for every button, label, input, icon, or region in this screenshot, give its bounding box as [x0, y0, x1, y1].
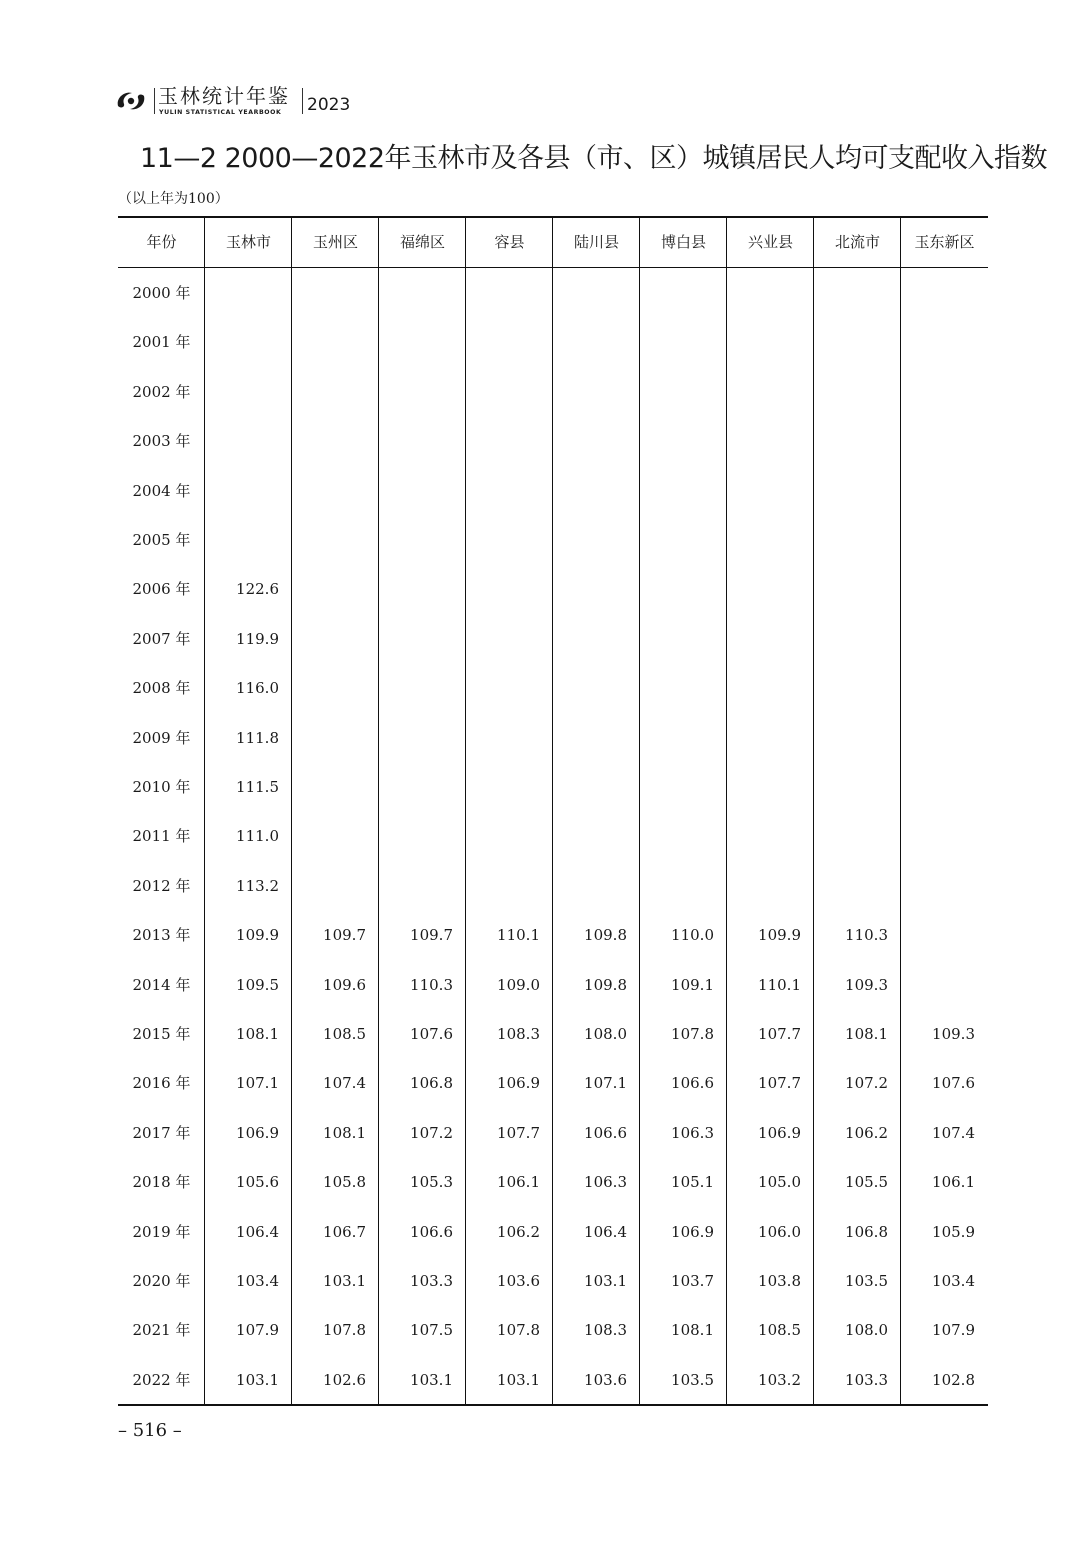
value-cell: 107.8	[323, 1321, 366, 1340]
value-cell	[814, 467, 888, 516]
value-cell: 109.0	[497, 975, 540, 994]
value-cell	[553, 417, 627, 466]
value-cell: 108.3	[497, 1025, 540, 1043]
value-cell: 107.7	[497, 1123, 540, 1142]
value-cell	[379, 714, 453, 763]
year-cell: 2014 年	[132, 975, 191, 994]
value-cell	[379, 664, 453, 713]
value-cell	[814, 565, 888, 614]
table-row	[118, 1158, 988, 1207]
value-cell: 108.3	[584, 1321, 627, 1340]
value-cell: 103.7	[671, 1272, 714, 1290]
value-cell: 103.1	[497, 1370, 540, 1389]
value-cell: 110.0	[671, 926, 714, 945]
value-cell	[466, 664, 540, 713]
value-cell: 105.1	[671, 1173, 714, 1192]
value-cell: 106.6	[584, 1123, 627, 1142]
table-row	[118, 763, 988, 812]
value-cell	[640, 417, 714, 466]
value-cell: 109.9	[236, 926, 279, 945]
value-cell	[466, 565, 540, 614]
value-cell: 103.1	[410, 1370, 453, 1389]
unit-note: （以上年为100）	[118, 191, 229, 207]
value-cell	[640, 467, 714, 516]
value-cell	[553, 269, 627, 318]
value-cell	[814, 269, 888, 318]
value-cell: 110.1	[497, 926, 540, 945]
value-cell: 116.0	[236, 679, 279, 698]
value-cell: 106.9	[236, 1123, 279, 1142]
column-header: 玉州区	[312, 233, 358, 251]
year-cell: 2010 年	[132, 778, 191, 796]
value-cell: 107.9	[236, 1321, 279, 1340]
column-header: 年份	[146, 233, 177, 251]
value-cell: 106.6	[671, 1074, 714, 1093]
table-row	[118, 565, 988, 614]
table-row	[118, 961, 988, 1010]
value-cell	[727, 318, 801, 367]
value-cell: 110.1	[758, 975, 801, 994]
value-cell	[640, 714, 714, 763]
column-divider	[900, 218, 901, 1404]
value-cell: 103.4	[932, 1272, 975, 1290]
year-cell: 2013 年	[132, 926, 191, 945]
column-divider	[639, 218, 640, 1404]
value-cell	[292, 417, 366, 466]
value-cell: 103.8	[758, 1272, 801, 1290]
value-cell	[292, 516, 366, 565]
value-cell	[379, 565, 453, 614]
value-cell	[292, 664, 366, 713]
table-row	[118, 615, 988, 664]
value-cell	[901, 565, 975, 614]
value-cell	[814, 368, 888, 417]
value-cell: 109.7	[323, 926, 366, 945]
value-cell	[814, 812, 888, 861]
value-cell: 107.4	[323, 1074, 366, 1093]
value-cell	[466, 417, 540, 466]
value-cell	[727, 467, 801, 516]
value-cell: 103.3	[845, 1370, 888, 1389]
value-cell	[379, 516, 453, 565]
year-cell: 2001 年	[132, 333, 191, 352]
year-cell: 2015 年	[132, 1025, 191, 1043]
value-cell	[814, 417, 888, 466]
value-cell: 110.3	[845, 926, 888, 945]
column-divider	[726, 218, 727, 1404]
value-cell: 106.6	[410, 1222, 453, 1241]
value-cell	[640, 565, 714, 614]
value-cell	[727, 516, 801, 565]
value-cell	[553, 318, 627, 367]
value-cell: 119.9	[236, 629, 279, 648]
value-cell	[292, 615, 366, 664]
value-cell	[553, 516, 627, 565]
value-cell	[292, 763, 366, 812]
year-cell: 2018 年	[132, 1173, 191, 1192]
value-cell: 106.9	[671, 1222, 714, 1241]
value-cell: 109.8	[584, 975, 627, 994]
header-divider	[154, 88, 155, 114]
value-cell: 106.7	[323, 1222, 366, 1241]
table-row	[118, 862, 988, 911]
value-cell: 106.1	[497, 1173, 540, 1192]
value-cell	[466, 763, 540, 812]
value-cell: 106.8	[845, 1222, 888, 1241]
value-cell: 108.1	[671, 1321, 714, 1340]
value-cell	[640, 318, 714, 367]
value-cell	[553, 615, 627, 664]
year-cell: 2019 年	[132, 1222, 191, 1241]
value-cell: 105.3	[410, 1173, 453, 1192]
value-cell	[814, 714, 888, 763]
value-cell	[814, 664, 888, 713]
value-cell: 108.1	[845, 1025, 888, 1043]
year-cell: 2021 年	[132, 1321, 191, 1340]
value-cell	[292, 368, 366, 417]
value-cell	[292, 812, 366, 861]
value-cell: 107.7	[758, 1025, 801, 1043]
value-cell	[640, 516, 714, 565]
value-cell: 106.0	[758, 1222, 801, 1241]
value-cell	[901, 961, 975, 1010]
value-cell: 107.2	[410, 1123, 453, 1142]
table-row	[118, 1208, 988, 1257]
value-cell	[379, 368, 453, 417]
value-cell	[553, 714, 627, 763]
value-cell	[901, 417, 975, 466]
value-cell	[205, 467, 279, 516]
value-cell: 106.2	[845, 1123, 888, 1142]
value-cell	[292, 269, 366, 318]
value-cell	[466, 862, 540, 911]
value-cell: 102.8	[932, 1370, 975, 1389]
year-cell: 2006 年	[132, 580, 191, 599]
value-cell	[814, 763, 888, 812]
value-cell	[553, 368, 627, 417]
value-cell: 103.6	[584, 1370, 627, 1389]
value-cell: 105.8	[323, 1173, 366, 1192]
value-cell	[292, 318, 366, 367]
value-cell	[205, 417, 279, 466]
value-cell: 107.6	[410, 1025, 453, 1043]
value-cell	[466, 318, 540, 367]
value-cell: 106.1	[932, 1173, 975, 1192]
column-divider	[291, 218, 292, 1404]
table-row	[118, 1010, 988, 1059]
value-cell: 113.2	[236, 876, 279, 895]
value-cell: 107.1	[584, 1074, 627, 1093]
value-cell	[553, 812, 627, 861]
value-cell	[640, 368, 714, 417]
header-divider	[302, 88, 303, 114]
value-cell: 110.3	[410, 975, 453, 994]
value-cell: 105.6	[236, 1173, 279, 1192]
value-cell	[640, 615, 714, 664]
value-cell: 109.3	[845, 975, 888, 994]
value-cell	[379, 417, 453, 466]
year-cell: 2000 年	[132, 284, 191, 302]
value-cell: 106.3	[671, 1123, 714, 1142]
value-cell: 108.1	[236, 1025, 279, 1043]
value-cell	[205, 318, 279, 367]
value-cell	[379, 862, 453, 911]
value-cell	[379, 615, 453, 664]
table-row	[118, 318, 988, 367]
table-row	[118, 664, 988, 713]
table-row	[118, 368, 988, 417]
value-cell: 108.5	[323, 1025, 366, 1043]
value-cell: 108.0	[584, 1025, 627, 1043]
value-cell	[901, 467, 975, 516]
table-row	[118, 516, 988, 565]
value-cell	[901, 911, 975, 960]
value-cell	[466, 368, 540, 417]
table-row	[118, 467, 988, 516]
value-cell: 109.6	[323, 975, 366, 994]
value-cell	[901, 368, 975, 417]
value-cell	[901, 615, 975, 664]
table-row	[118, 417, 988, 466]
value-cell	[379, 763, 453, 812]
value-cell	[466, 812, 540, 861]
value-cell: 109.9	[758, 926, 801, 945]
value-cell: 103.6	[497, 1272, 540, 1290]
column-divider	[378, 218, 379, 1404]
value-cell	[379, 269, 453, 318]
table-row	[118, 1059, 988, 1108]
value-cell	[466, 615, 540, 664]
value-cell	[901, 862, 975, 911]
value-cell	[553, 862, 627, 911]
value-cell: 103.1	[236, 1370, 279, 1389]
value-cell: 103.4	[236, 1272, 279, 1290]
value-cell	[553, 467, 627, 516]
value-cell	[727, 714, 801, 763]
value-cell: 107.6	[932, 1074, 975, 1093]
value-cell: 105.5	[845, 1173, 888, 1192]
value-cell	[292, 565, 366, 614]
value-cell: 107.8	[497, 1321, 540, 1340]
value-cell: 107.5	[410, 1321, 453, 1340]
column-header: 玉林市	[225, 233, 271, 251]
value-cell	[553, 664, 627, 713]
value-cell	[814, 615, 888, 664]
value-cell: 108.1	[323, 1123, 366, 1142]
value-cell: 109.1	[671, 975, 714, 994]
year-cell: 2016 年	[132, 1074, 191, 1093]
value-cell: 111.5	[236, 778, 279, 796]
value-cell	[292, 862, 366, 911]
value-cell: 111.0	[236, 827, 279, 846]
value-cell	[292, 714, 366, 763]
value-cell	[901, 812, 975, 861]
table-row	[118, 269, 988, 318]
value-cell: 109.3	[932, 1025, 975, 1043]
value-cell: 103.3	[410, 1272, 453, 1290]
year-cell: 2012 年	[132, 876, 191, 895]
table-row	[118, 1356, 988, 1405]
value-cell: 107.1	[236, 1074, 279, 1093]
value-cell: 109.5	[236, 975, 279, 994]
page-number: – 516 –	[118, 1420, 182, 1441]
value-cell: 103.5	[845, 1272, 888, 1290]
value-cell	[727, 812, 801, 861]
yearbook-logo-icon	[114, 88, 148, 114]
value-cell	[727, 565, 801, 614]
value-cell	[466, 516, 540, 565]
year-cell: 2017 年	[132, 1123, 191, 1142]
column-divider	[552, 218, 553, 1404]
table-row	[118, 1306, 988, 1355]
value-cell	[727, 763, 801, 812]
value-cell: 102.6	[323, 1370, 366, 1389]
value-cell	[379, 467, 453, 516]
value-cell: 103.5	[671, 1370, 714, 1389]
value-cell	[727, 664, 801, 713]
value-cell: 106.3	[584, 1173, 627, 1192]
value-cell: 107.8	[671, 1025, 714, 1043]
value-cell: 106.9	[758, 1123, 801, 1142]
value-cell: 109.7	[410, 926, 453, 945]
yearbook-title-cn: 玉林统计年鉴	[158, 84, 290, 108]
column-header: 兴业县	[747, 233, 793, 251]
value-cell	[640, 763, 714, 812]
year-cell: 2002 年	[132, 382, 191, 401]
value-cell	[466, 714, 540, 763]
column-header: 玉东新区	[914, 233, 975, 251]
value-cell: 108.5	[758, 1321, 801, 1340]
value-cell	[205, 368, 279, 417]
value-cell	[901, 714, 975, 763]
value-cell	[727, 269, 801, 318]
value-cell	[640, 664, 714, 713]
value-cell	[553, 763, 627, 812]
value-cell	[814, 862, 888, 911]
column-divider	[465, 218, 466, 1404]
value-cell	[640, 269, 714, 318]
value-cell: 106.4	[236, 1222, 279, 1241]
value-cell: 106.8	[410, 1074, 453, 1093]
value-cell	[901, 516, 975, 565]
table-row	[118, 1257, 988, 1306]
value-cell: 111.8	[236, 728, 279, 747]
value-cell: 106.9	[497, 1074, 540, 1093]
column-header: 博白县	[660, 233, 706, 251]
value-cell	[205, 516, 279, 565]
value-cell	[640, 812, 714, 861]
year-cell: 2007 年	[132, 629, 191, 648]
value-cell	[901, 269, 975, 318]
value-cell	[814, 318, 888, 367]
value-cell	[814, 516, 888, 565]
value-cell: 103.1	[584, 1272, 627, 1290]
column-header: 陆川县	[573, 233, 619, 251]
value-cell	[901, 664, 975, 713]
value-cell	[901, 763, 975, 812]
table-row	[118, 812, 988, 861]
year-cell: 2020 年	[132, 1272, 191, 1290]
table-header-rule	[118, 267, 988, 268]
value-cell	[727, 862, 801, 911]
year-cell: 2022 年	[132, 1370, 191, 1389]
value-cell: 105.9	[932, 1222, 975, 1241]
value-cell	[466, 467, 540, 516]
value-cell	[466, 269, 540, 318]
value-cell: 107.4	[932, 1123, 975, 1142]
value-cell: 107.9	[932, 1321, 975, 1340]
value-cell: 106.4	[584, 1222, 627, 1241]
page-header	[114, 84, 374, 120]
value-cell	[205, 269, 279, 318]
yearbook-title-en: YULIN STATISTICAL YEARBOOK	[159, 109, 282, 116]
table-row	[118, 911, 988, 960]
value-cell: 106.2	[497, 1222, 540, 1241]
value-cell	[727, 417, 801, 466]
value-cell: 105.0	[758, 1173, 801, 1192]
value-cell	[553, 565, 627, 614]
column-divider	[204, 218, 205, 1404]
value-cell: 122.6	[236, 580, 279, 599]
value-cell	[640, 862, 714, 911]
table-title: 11—2 2000—2022年玉林市及各县（市、区）城镇居民人均可支配收入指数	[140, 143, 1048, 174]
year-cell: 2008 年	[132, 679, 191, 698]
table-row	[118, 1109, 988, 1158]
value-cell: 109.8	[584, 926, 627, 945]
value-cell	[379, 318, 453, 367]
value-cell: 103.2	[758, 1370, 801, 1389]
value-cell: 107.7	[758, 1074, 801, 1093]
column-header: 福绵区	[399, 233, 445, 251]
year-cell: 2005 年	[132, 531, 191, 549]
value-cell	[901, 318, 975, 367]
year-cell: 2011 年	[132, 827, 191, 846]
yearbook-year: 2023	[307, 95, 351, 115]
value-cell	[379, 812, 453, 861]
value-cell: 108.0	[845, 1321, 888, 1340]
value-cell	[727, 615, 801, 664]
table-row	[118, 714, 988, 763]
column-header: 容县	[494, 233, 525, 251]
year-cell: 2003 年	[132, 432, 191, 451]
year-cell: 2009 年	[132, 728, 191, 747]
value-cell: 107.2	[845, 1074, 888, 1093]
column-divider	[813, 218, 814, 1404]
value-cell	[727, 368, 801, 417]
value-cell: 103.1	[323, 1272, 366, 1290]
column-header: 北流市	[834, 233, 880, 251]
value-cell	[292, 467, 366, 516]
year-cell: 2004 年	[132, 481, 191, 500]
